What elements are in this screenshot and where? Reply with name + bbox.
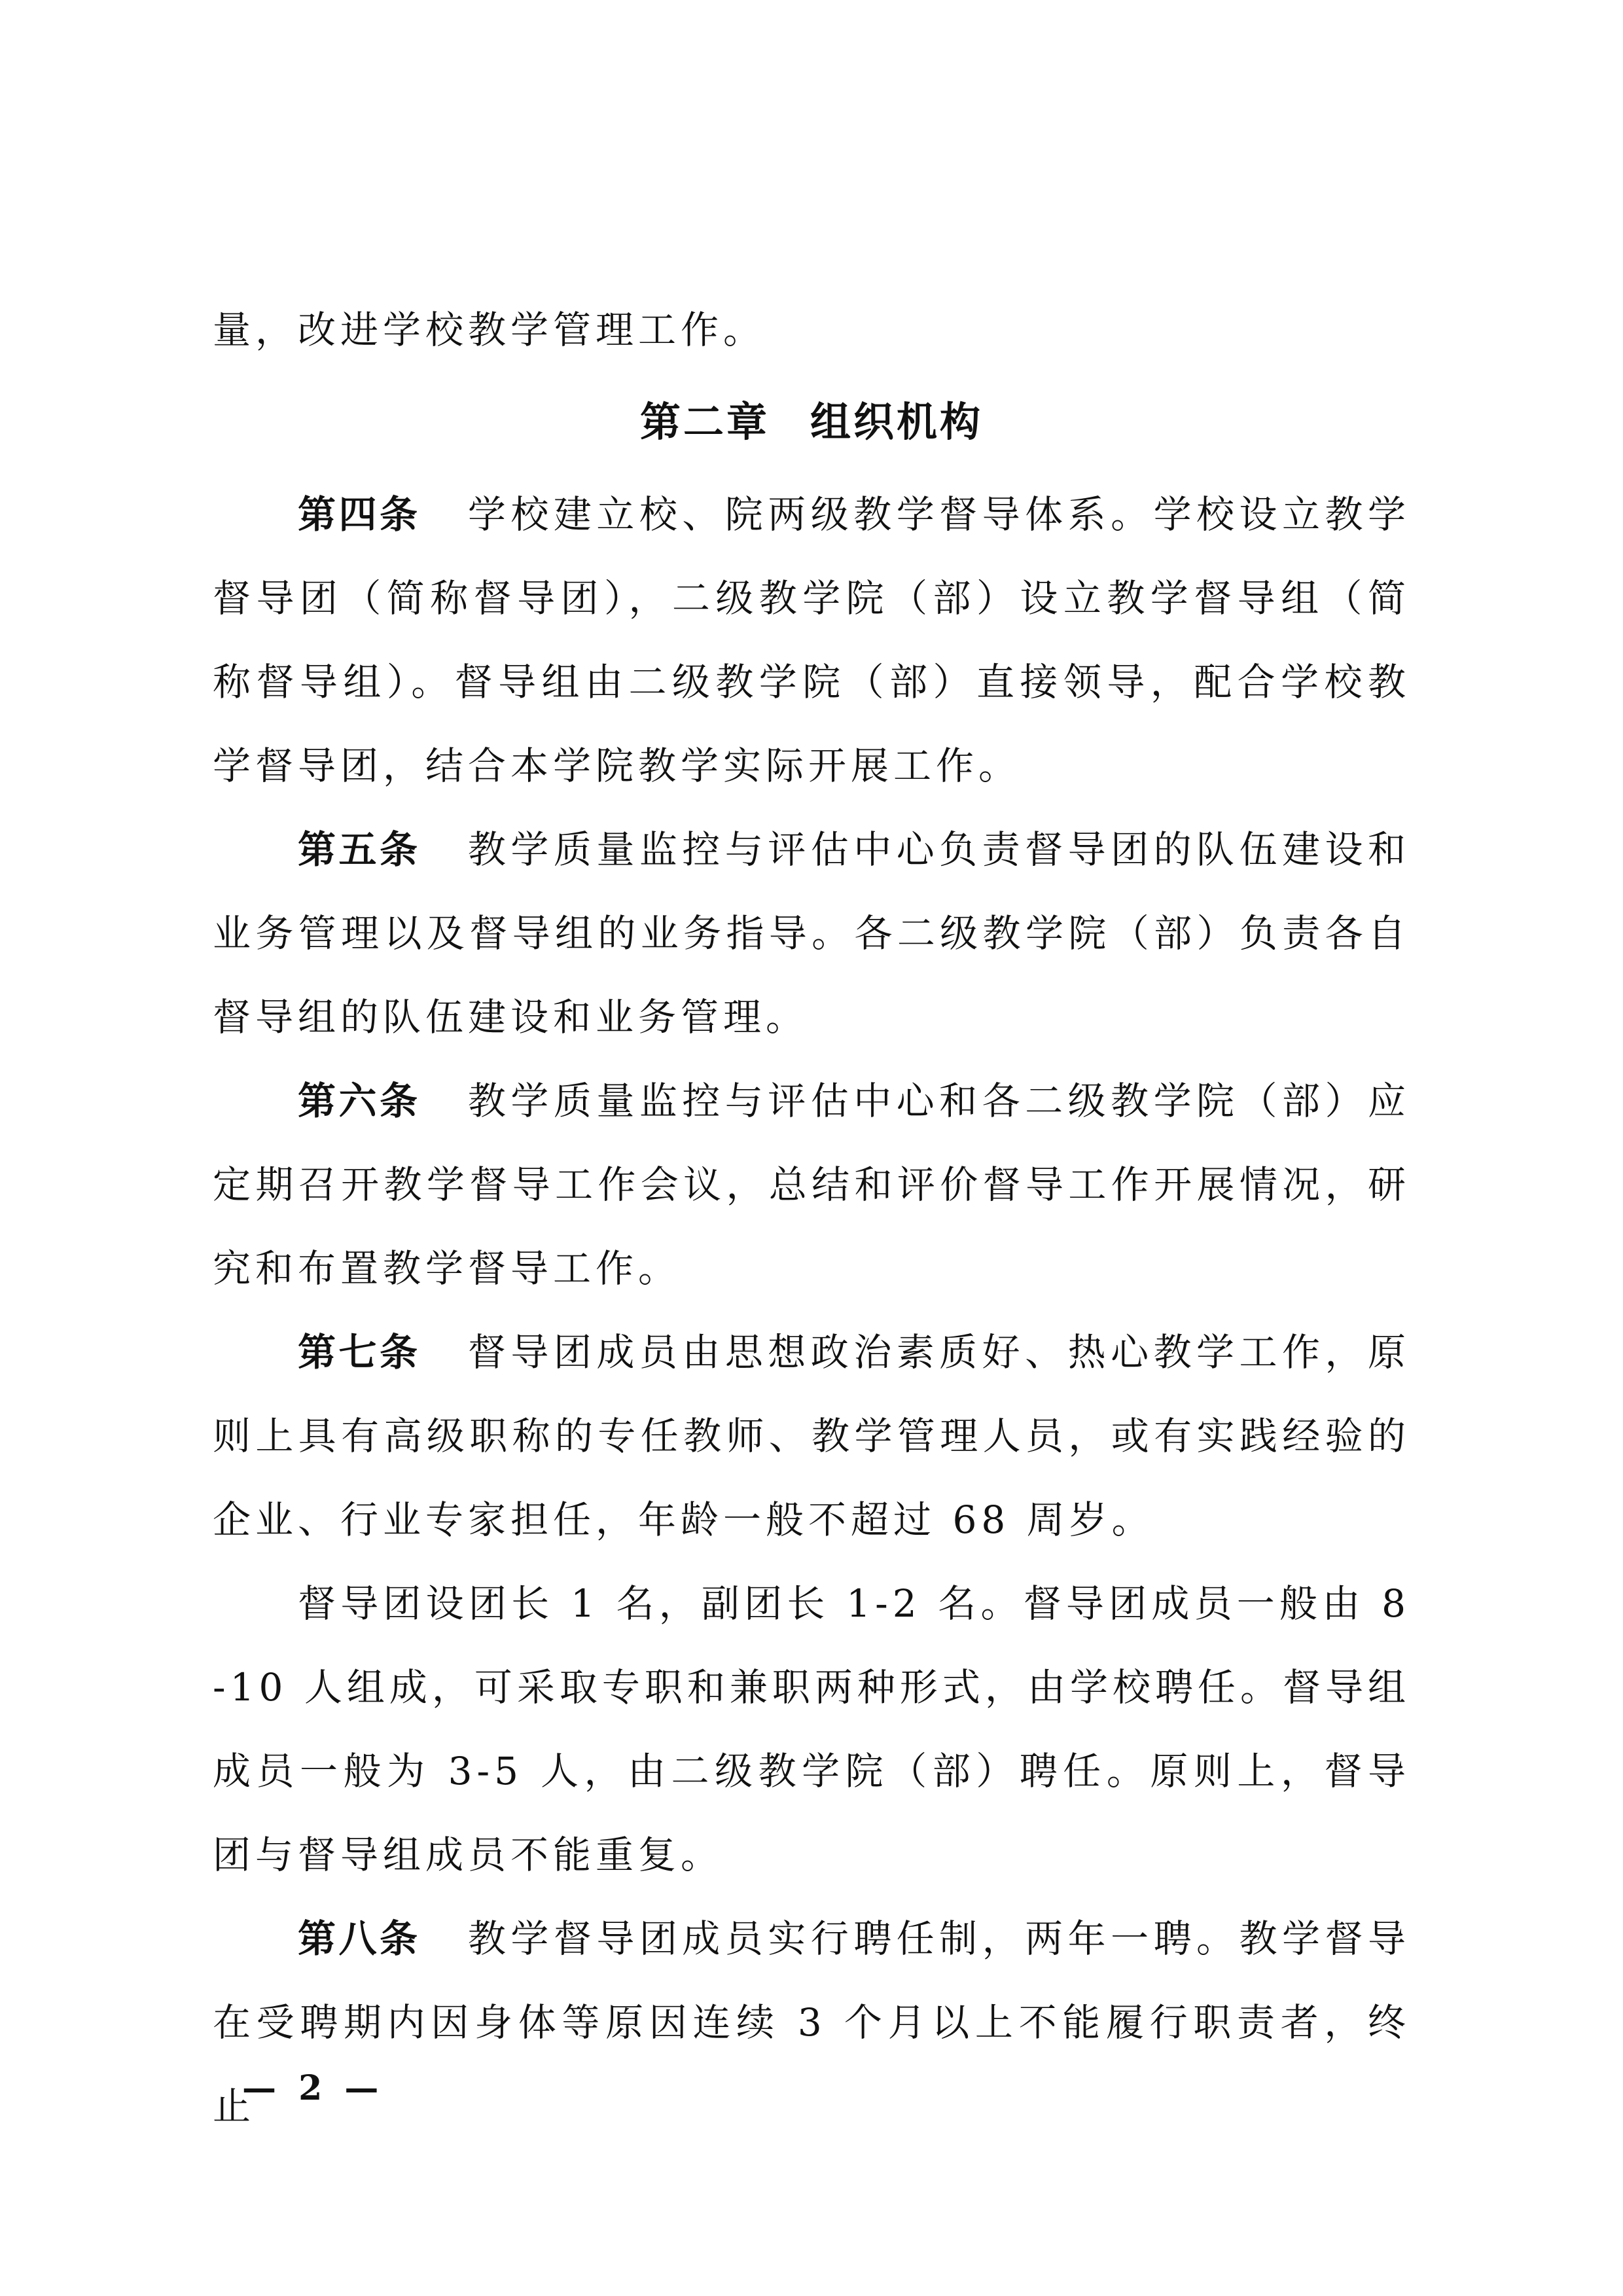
article-label: 第八条 [298, 1916, 421, 1961]
article-label: 第六条 [298, 1079, 421, 1123]
article-8 [213, 1897, 1410, 2148]
page-number: — 2 — [242, 2068, 384, 2108]
article-label: 第五条 [298, 827, 421, 872]
article-5 [213, 808, 1410, 1059]
article-7 [213, 1310, 1410, 1562]
article-4 [213, 473, 1410, 808]
article-text: 督导团成员由思想政治素质好、热心教学工作，原则上具有高级职称的专任教师、教学管理人员，或有实践经验的企业、行业专家担任，年龄一般不超过 68 周岁。 [213, 1330, 1410, 1542]
article-text: 教学质量监控与评估中心和各二级教学院（部）应定期召开教学督导工作会议，总结和评价督导工作开展情况，研究和布置教学督导工作。 [213, 1079, 1410, 1291]
continuation-paragraph: 量，改进学校教学管理工作。 [213, 308, 766, 352]
chapter-number: 第二章 [639, 398, 770, 446]
chapter-heading [213, 380, 1410, 465]
article-text: 教学督导团成员实行聘任制，两年一聘。教学督导在受聘期内因身体等原因连续 3 个月以上不能履行职责者，终止 [213, 1916, 1410, 2128]
document-body [213, 288, 1410, 2148]
article-label: 第七条 [298, 1330, 421, 1374]
article-6 [213, 1059, 1410, 1310]
article-text: 学校建立校、院两级教学督导体系。学校设立教学督导团（简称督导团），二级教学院（部）设立教学督导组（简称督导组）。督导组由二级教学院（部）直接领导，配合学校教学督导团，结合本学院教学实际开展工作。 [213, 492, 1410, 788]
article-7-paragraph-2: 督导团设团长 1 名，副团长 1-2 名。督导团成员一般由 8-10 人组成，可采取专职和兼职两种形式，由学校聘任。督导组成员一般为 3-5 人，由二级教学院（部）聘任。原则上，督导团与督导组成员不能重复。 [213, 1581, 1410, 1877]
chapter-title: 组织机构 [810, 398, 984, 446]
article-label: 第四条 [298, 492, 421, 537]
article-text: 教学质量监控与评估中心负责督导团的队伍建设和业务管理以及督导组的业务指导。各二级教学院（部）负责各自督导组的队伍建设和业务管理。 [213, 827, 1410, 1039]
